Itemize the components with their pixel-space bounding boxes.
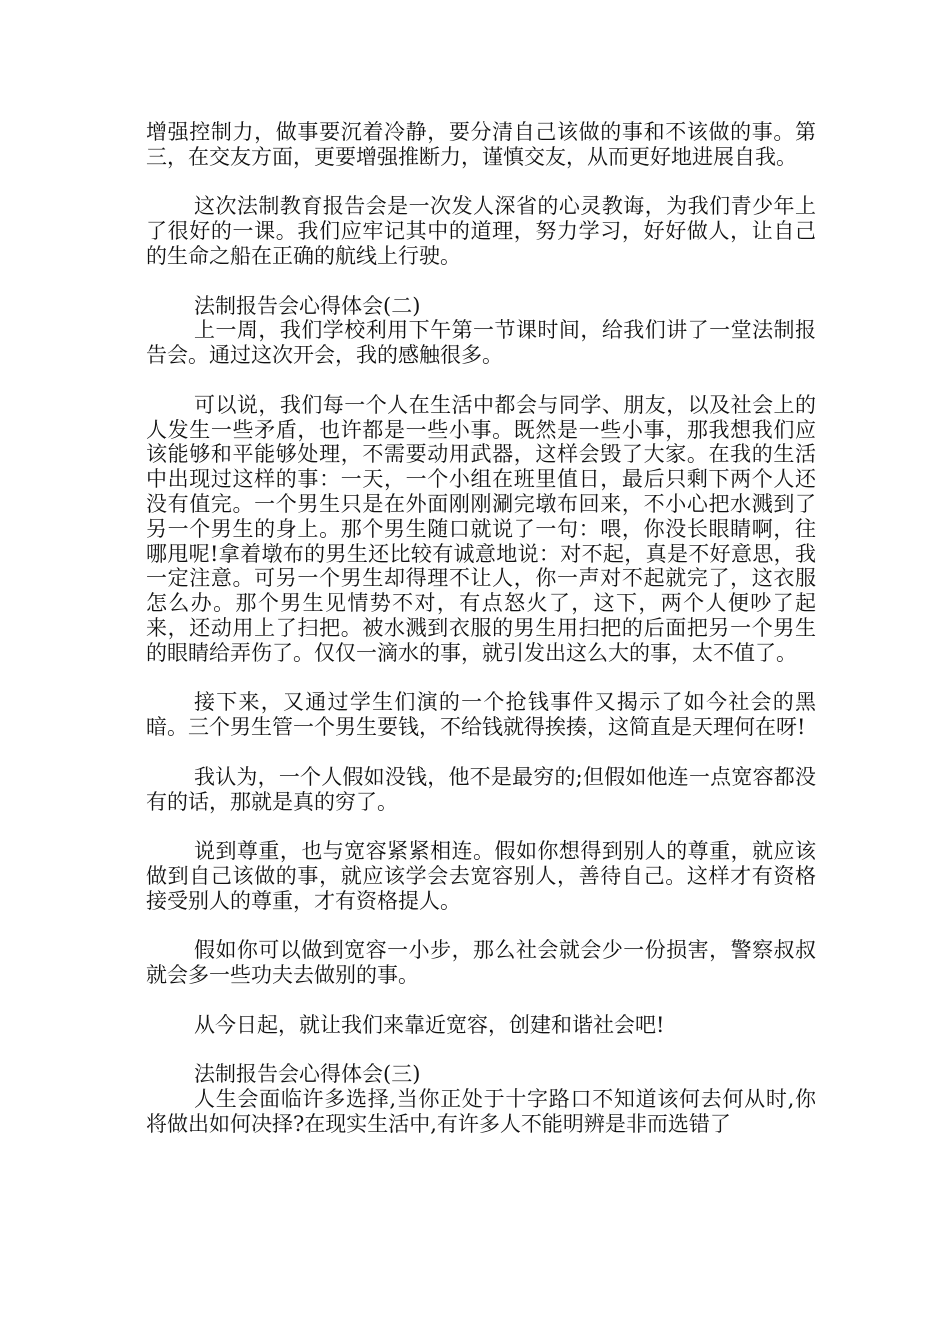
paragraph-gap: [146, 170, 816, 195]
paragraph-self-control: 增强控制力，做事要沉着冷静，要分清自己该做的事和不该做的事。第三，在交友方面，更要增强推断力，谨慎交友，从而更好地进展自我。: [146, 120, 816, 169]
paragraph-small-step: 假如你可以做到宽容一小步，那么社会就会少一份损害，警察叔叔就会多一些功夫去做别的事。: [146, 938, 816, 988]
document-body: [146, 120, 816, 1137]
paragraph-robbery-skit: 接下来，又通过学生们演的一个抢钱事件又揭示了如今社会的黑暗。三个男生管一个男生要钱，不给钱就得挨揍，这简直是天理何在呀!: [146, 690, 816, 740]
paragraph-gap: [146, 269, 816, 294]
paragraph-harmonious-society: 从今日起，就让我们来靠近宽容，创建和谐社会吧!: [194, 1012, 665, 1037]
paragraph-conflict-story: 可以说，我们每一个人在生活中都会与同学、朋友，以及社会上的人发生一些矛盾，也许都是一些小事。既然是一些小事，那我想我们应该能够和平能够处理，不需要动用武器，这样会毁了大家。在我的生活中出现过这样的事：一天，一个小组在班里值日，最后只剩下两个人还没有值完。一个男生只是在外面刚刚涮完墩布回来，不小心把水溅到了另一个男生的身上。那个男生随口就说了一句：喂，你没长眼睛啊，往哪甩呢!拿着墩布的男生还比较有诚意地说：对不起，真是不好意思，我一定注意。可另一个男生却得理不让人，你一声对不起就完了，这衣服怎么办。那个男生见情势不对，有点怒火了，这下，两个人便吵了起来，还动用上了扫把。被水溅到衣服的男生用扫把的后面把另一个男生的眼睛给弄伤了。仅仅一滴水的事，就引发出这么大的事，太不值了。: [146, 392, 816, 665]
paragraph-last-week: 上一周，我们学校利用下午第一节课时间，给我们讲了一堂法制报告会。通过这次开会，我的感触很多。: [146, 318, 816, 368]
paragraph-report-summary: 这次法制教育报告会是一次发人深省的心灵教诲，为我们青少年上了很好的一课。我们应牢记其中的道理，努力学习，好好做人，让自己的生命之船在正确的航线上行驶。: [146, 194, 816, 268]
section-heading-two: 法制报告会心得体会(二): [194, 293, 421, 318]
paragraph-gap: [146, 914, 816, 939]
section-heading-three: 法制报告会心得体会(三): [194, 1062, 421, 1087]
paragraph-respect: 说到尊重，也与宽容紧紧相连。假如你想得到别人的尊重，就应该做到自己该做的事，就应该学会去宽容别人，善待自己。这样才有资格接受别人的尊重，才有资格提人。: [146, 839, 816, 913]
paragraph-life-choices: 人生会面临许多选择,当你正处于十字路口不知道该何去何从时,你将做出如何决择?在现实生活中,有许多人不能明辨是非而选错了: [146, 1087, 816, 1136]
paragraph-poverty-tolerance: 我认为，一个人假如没钱，他不是最穷的;但假如他连一点宽容都没有的话，那就是真的穷了。: [146, 764, 816, 814]
paragraph-gap: [146, 666, 816, 691]
paragraph-gap: [146, 1037, 816, 1062]
paragraph-gap: [146, 368, 816, 393]
paragraph-gap: [146, 988, 816, 1013]
paragraph-gap: [146, 814, 816, 839]
paragraph-gap: [146, 740, 816, 765]
